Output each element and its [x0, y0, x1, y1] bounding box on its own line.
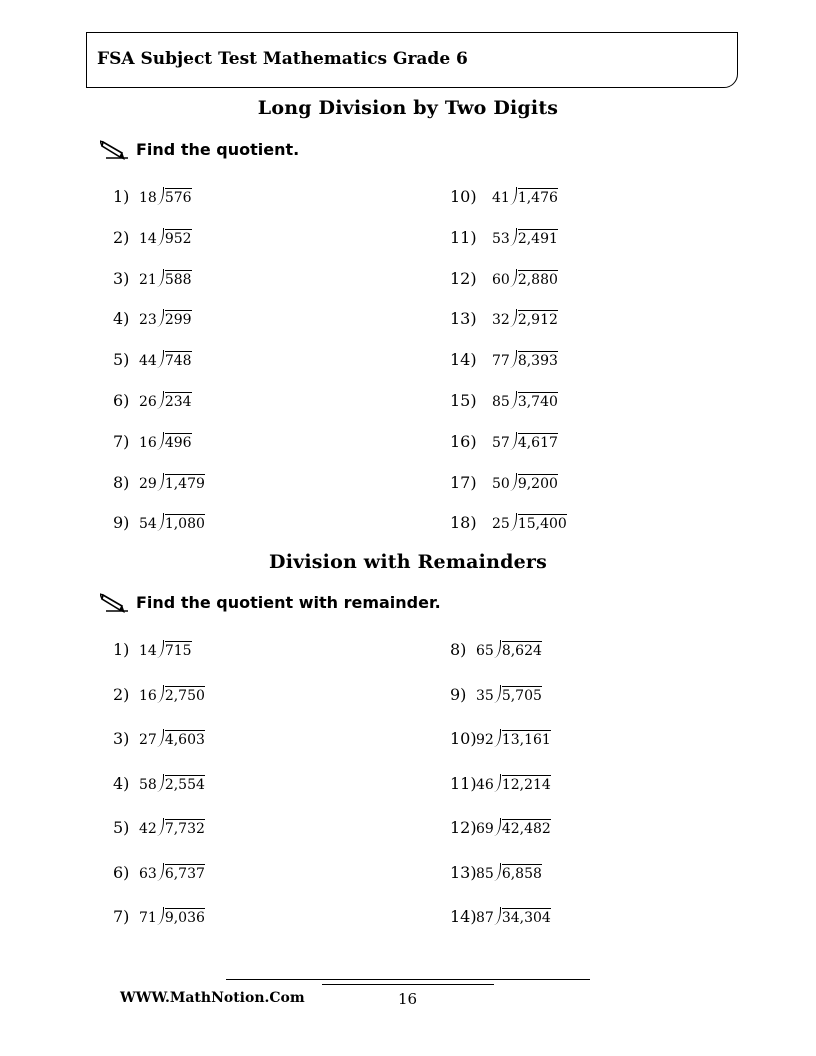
divisor: 14 — [139, 643, 157, 659]
dividend: 748 — [164, 353, 192, 370]
section1-instruction-text: Find the quotient. — [136, 139, 300, 159]
divisor: 16 — [139, 687, 157, 704]
page-number: 16 — [398, 990, 418, 1008]
division-expression — [492, 388, 558, 410]
divisor: 44 — [139, 353, 157, 370]
division-expression — [476, 815, 551, 837]
division-expression — [476, 860, 542, 882]
division-bracket — [510, 269, 517, 287]
problem-number: 13) — [450, 309, 477, 329]
division-bracket — [157, 269, 164, 287]
division-problem — [113, 682, 205, 704]
division-problem — [113, 771, 205, 793]
dividend: 2,750 — [164, 687, 205, 704]
division-problem — [450, 510, 567, 532]
division-problem — [450, 184, 558, 206]
division-expression — [139, 429, 192, 451]
division-bracket — [157, 907, 164, 925]
division-problem — [113, 388, 192, 410]
division-bracket — [157, 640, 164, 658]
divisor: 53 — [492, 230, 510, 247]
division-problem — [113, 637, 192, 659]
dividend: 4,617 — [517, 434, 558, 451]
division-expression — [476, 771, 551, 793]
problem-number: 1) — [113, 187, 130, 206]
dividend: 2,880 — [517, 271, 558, 288]
divisor: 23 — [139, 312, 157, 329]
problem-number: 8) — [113, 472, 130, 492]
division-bracket — [157, 513, 164, 531]
divisor: 32 — [492, 312, 510, 329]
division-problem — [113, 726, 205, 748]
division-problem — [113, 510, 205, 532]
divisor: 92 — [476, 732, 494, 748]
problem-number: 16) — [450, 431, 477, 451]
division-expression — [139, 637, 192, 659]
division-problem — [450, 637, 542, 659]
division-expression — [139, 388, 192, 410]
division-problem — [113, 347, 192, 369]
division-expression — [139, 347, 192, 369]
division-expression — [492, 184, 558, 206]
problem-number: 3) — [113, 268, 130, 288]
division-problem — [450, 306, 558, 328]
division-expression — [492, 225, 558, 247]
division-expression — [139, 470, 205, 492]
division-bracket — [494, 863, 501, 881]
division-problem — [450, 266, 558, 288]
problem-number: 2) — [113, 227, 130, 247]
division-bracket — [157, 818, 164, 836]
division-problem — [450, 904, 551, 926]
division-problem — [450, 347, 558, 369]
divisor: 26 — [139, 394, 157, 410]
division-bracket — [157, 685, 164, 703]
problem-number: 5) — [113, 818, 130, 837]
division-expression — [139, 682, 205, 704]
footer-divider-short — [322, 984, 494, 985]
division-expression — [139, 771, 205, 793]
divisor: 18 — [139, 190, 157, 206]
division-expression — [476, 682, 542, 704]
division-expression — [476, 726, 551, 748]
divisor: 63 — [139, 865, 157, 882]
division-expression — [492, 470, 558, 492]
problem-number: 18) — [450, 513, 477, 533]
division-problem — [450, 682, 542, 704]
problem-number: 9) — [113, 513, 130, 533]
divisor: 14 — [139, 230, 157, 247]
dividend: 6,858 — [501, 865, 542, 882]
dividend: 3,740 — [517, 394, 558, 410]
division-expression — [476, 637, 542, 659]
dividend: 34,304 — [501, 910, 551, 926]
divisor: 57 — [492, 434, 510, 451]
section1-instruction — [100, 138, 299, 160]
division-problem — [113, 815, 205, 837]
footer-divider — [226, 979, 590, 980]
division-problem — [450, 860, 542, 882]
division-bracket — [494, 907, 501, 925]
dividend: 1,479 — [164, 475, 205, 492]
division-expression — [492, 510, 567, 532]
divisor: 54 — [139, 516, 157, 533]
division-bracket — [157, 187, 164, 205]
division-problem — [113, 184, 192, 206]
division-problem — [113, 266, 192, 288]
division-bracket — [494, 818, 501, 836]
division-expression — [139, 510, 205, 532]
dividend: 9,036 — [164, 910, 205, 926]
dividend: 12,214 — [501, 776, 551, 793]
divisor: 58 — [139, 776, 157, 793]
pencil-icon — [100, 591, 130, 613]
problem-number: 7) — [113, 907, 130, 926]
division-expression — [139, 184, 192, 206]
division-problem — [450, 470, 558, 492]
division-problem — [113, 860, 205, 882]
division-bracket — [157, 473, 164, 491]
dividend: 42,482 — [501, 821, 551, 837]
division-expression — [492, 266, 558, 288]
division-problem — [450, 815, 551, 837]
dividend: 299 — [164, 312, 192, 329]
dividend: 6,737 — [164, 865, 205, 882]
division-bracket — [157, 309, 164, 327]
divisor: 60 — [492, 271, 510, 288]
division-bracket — [510, 350, 517, 368]
pencil-icon — [100, 138, 130, 160]
divisor: 85 — [492, 394, 510, 410]
division-expression — [139, 306, 192, 328]
problem-number: 17) — [450, 472, 477, 492]
division-expression — [492, 306, 558, 328]
divisor: 21 — [139, 271, 157, 288]
problem-number: 14) — [450, 907, 477, 926]
division-bracket — [510, 309, 517, 327]
dividend: 8,393 — [517, 353, 558, 370]
divisor: 16 — [139, 434, 157, 451]
problem-number: 7) — [113, 431, 130, 451]
section1-title: Long Division by Two Digits — [257, 97, 559, 119]
division-bracket — [510, 513, 517, 531]
division-expression — [139, 726, 205, 748]
division-problem — [450, 771, 551, 793]
problem-number: 12) — [450, 818, 477, 837]
division-expression — [139, 815, 205, 837]
division-bracket — [510, 473, 517, 491]
divisor: 35 — [476, 687, 494, 704]
problem-number: 9) — [450, 684, 467, 704]
division-bracket — [494, 685, 501, 703]
divisor: 25 — [492, 516, 510, 533]
division-expression — [492, 429, 558, 451]
problem-number: 13) — [450, 862, 477, 882]
dividend: 13,161 — [501, 732, 551, 748]
problem-number: 15) — [450, 391, 477, 410]
dividend: 5,705 — [501, 687, 542, 704]
divisor: 69 — [476, 821, 494, 837]
dividend: 496 — [164, 434, 192, 451]
divisor: 87 — [476, 910, 494, 926]
division-problem — [113, 306, 192, 328]
divisor: 42 — [139, 821, 157, 837]
problem-number: 12) — [450, 268, 477, 288]
division-expression — [139, 266, 192, 288]
division-bracket — [494, 774, 501, 792]
divisor: 71 — [139, 910, 157, 926]
problem-number: 10) — [450, 729, 477, 748]
dividend: 2,491 — [517, 230, 558, 247]
division-bracket — [157, 228, 164, 246]
header-title: FSA Subject Test Mathematics Grade 6 — [97, 49, 468, 69]
dividend: 234 — [164, 394, 192, 410]
division-bracket — [510, 391, 517, 409]
division-bracket — [157, 863, 164, 881]
division-bracket — [157, 432, 164, 450]
problem-number: 10) — [450, 187, 477, 206]
division-bracket — [157, 729, 164, 747]
problem-number: 6) — [113, 862, 130, 882]
problem-number: 3) — [113, 729, 130, 748]
problem-number: 8) — [450, 640, 467, 659]
problem-number: 14) — [450, 350, 477, 370]
dividend: 2,554 — [164, 776, 205, 793]
dividend: 8,624 — [501, 643, 542, 659]
problem-number: 6) — [113, 391, 130, 410]
divisor: 65 — [476, 643, 494, 659]
section2-instruction-text: Find the quotient with remainder. — [136, 592, 441, 612]
dividend: 715 — [164, 643, 192, 659]
division-expression — [139, 225, 192, 247]
division-problem — [113, 470, 205, 492]
dividend: 1,080 — [164, 516, 205, 533]
division-bracket — [157, 350, 164, 368]
division-bracket — [157, 774, 164, 792]
divisor: 50 — [492, 475, 510, 492]
problem-number: 5) — [113, 350, 130, 370]
division-problem — [450, 225, 558, 247]
division-bracket — [494, 729, 501, 747]
section2-instruction — [100, 591, 441, 613]
problem-number: 11) — [450, 227, 477, 247]
dividend: 15,400 — [517, 516, 567, 533]
problem-number: 1) — [113, 640, 130, 659]
divisor: 85 — [476, 865, 494, 882]
division-expression — [139, 860, 205, 882]
division-problem — [450, 388, 558, 410]
division-bracket — [510, 187, 517, 205]
division-problem — [113, 429, 192, 451]
division-expression — [139, 904, 205, 926]
division-bracket — [510, 432, 517, 450]
problem-number: 11) — [450, 773, 477, 793]
footer-website: WWW.MathNotion.Com — [120, 990, 305, 1006]
divisor: 41 — [492, 190, 510, 206]
dividend: 9,200 — [517, 475, 558, 492]
division-problem — [113, 904, 205, 926]
dividend: 2,912 — [517, 312, 558, 329]
division-problem — [113, 225, 192, 247]
problem-number: 4) — [113, 309, 130, 329]
division-problem — [450, 726, 551, 748]
dividend: 576 — [164, 190, 192, 206]
division-expression — [476, 904, 551, 926]
dividend: 7,732 — [164, 821, 205, 837]
division-problem — [450, 429, 558, 451]
problem-number: 4) — [113, 773, 130, 793]
division-bracket — [494, 640, 501, 658]
problem-number: 2) — [113, 684, 130, 704]
header-box — [86, 32, 738, 88]
dividend: 4,603 — [164, 732, 205, 748]
divisor: 46 — [476, 776, 494, 793]
division-expression — [492, 347, 558, 369]
dividend: 588 — [164, 271, 192, 288]
divisor: 77 — [492, 353, 510, 370]
division-bracket — [157, 391, 164, 409]
divisor: 27 — [139, 732, 157, 748]
division-bracket — [510, 228, 517, 246]
section2-title: Division with Remainders — [269, 551, 547, 573]
divisor: 29 — [139, 475, 157, 492]
dividend: 1,476 — [517, 190, 558, 206]
dividend: 952 — [164, 230, 192, 247]
